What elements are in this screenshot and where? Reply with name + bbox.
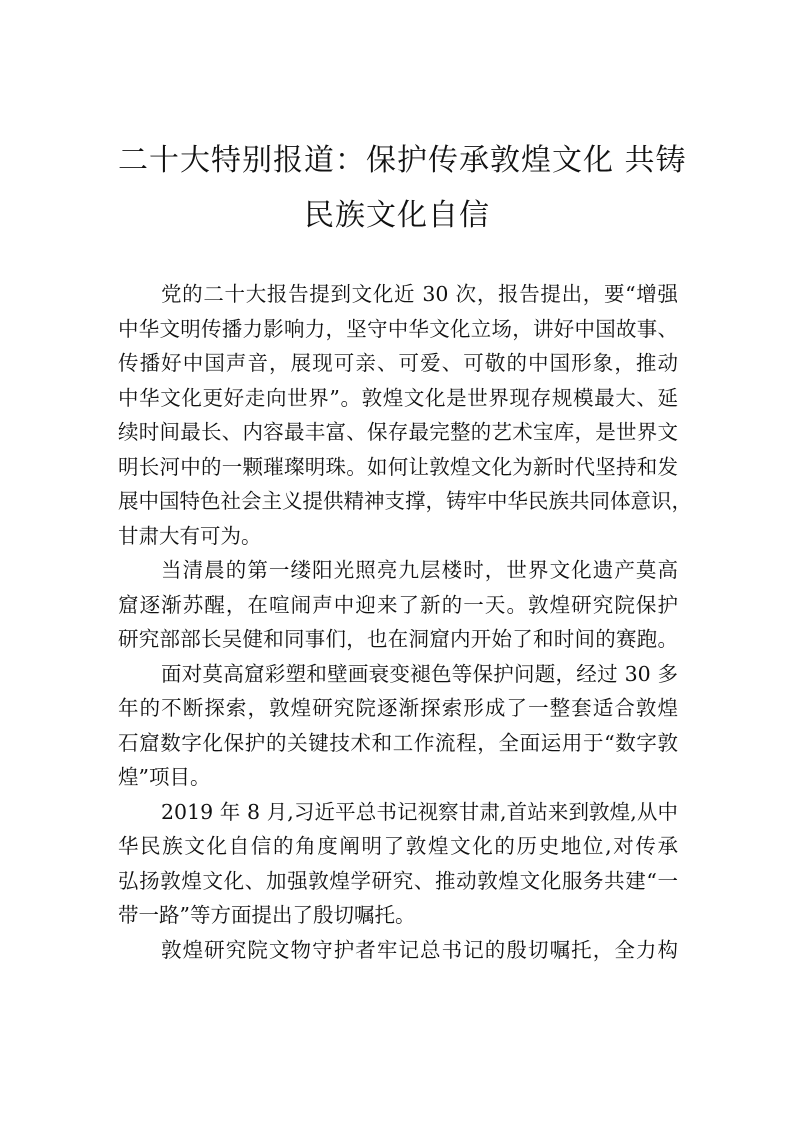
- text-line: 传播好中国声音，展现可亲、可爱、可敬的中国形象，推动: [118, 351, 678, 375]
- title-line-1: 二十大特别报道：保护传承敦煌文化 共铸: [118, 143, 687, 178]
- paragraph-4: [118, 795, 678, 933]
- text-line: 窟逐渐苏醒，在喧闹声中迎来了新的一天。敦煌研究院保护: [118, 592, 678, 617]
- text-line: 煌”项目。: [118, 765, 211, 789]
- paragraph-5: [118, 933, 678, 968]
- text-line: 2019 年 8 月,习近平总书记视察甘肃,首站来到敦煌,从中: [161, 799, 678, 824]
- text-line: 弘扬敦煌文化、加强敦煌学研究、推动敦煌文化服务共建“一: [118, 868, 678, 893]
- article-body: [118, 277, 692, 967]
- text-line: 石窟数字化保护的关键技术和工作流程，全面运用于“数字敦: [118, 730, 678, 755]
- title-line-2: 民族文化自信: [304, 198, 490, 233]
- paragraph-3: [118, 657, 678, 795]
- text-line: 带一路”等方面提出了殷切嘱托。: [118, 903, 416, 927]
- text-line: 敦煌研究院文物守护者牢记总书记的殷切嘱托，全力构: [161, 937, 678, 962]
- text-line: 中华文明传播力影响力，坚守中华文化立场，讲好中国故事、: [118, 316, 678, 341]
- text-line: 党的二十大报告提到文化近 30 次，报告提出，要“增强: [161, 282, 678, 306]
- text-line: 研究部部长吴健和同事们，也在洞窟内开始了和时间的赛跑。: [118, 627, 678, 651]
- text-line: 华民族文化自信的角度阐明了敦煌文化的历史地位,对传承: [118, 834, 678, 858]
- paragraph-2: [118, 553, 678, 657]
- text-line: 续时间最长、内容最丰富、保存最完整的艺术宝库，是世界文: [118, 420, 678, 444]
- text-line: 中华文化更好走向世界”。敦煌文化是世界现存规模最大、延: [118, 385, 678, 410]
- paragraph-1: [118, 277, 692, 553]
- text-line: 年的不断探索，敦煌研究院逐渐探索形成了一整套适合敦煌: [118, 696, 678, 720]
- text-line: 展中国特色社会主义提供精神支撑，铸牢中华民族共同体意识，: [118, 489, 692, 513]
- text-line: 当清晨的第一缕阳光照亮九层楼时，世界文化遗产莫高: [161, 558, 678, 582]
- text-line: 面对莫高窟彩塑和壁画衰变褪色等保护问题，经过 30 多: [161, 661, 678, 686]
- text-line: 明长河中的一颗璀璨明珠。如何让敦煌文化为新时代坚持和发: [118, 454, 678, 479]
- text-line: 甘肃大有可为。: [118, 523, 262, 548]
- article-title: [118, 133, 687, 243]
